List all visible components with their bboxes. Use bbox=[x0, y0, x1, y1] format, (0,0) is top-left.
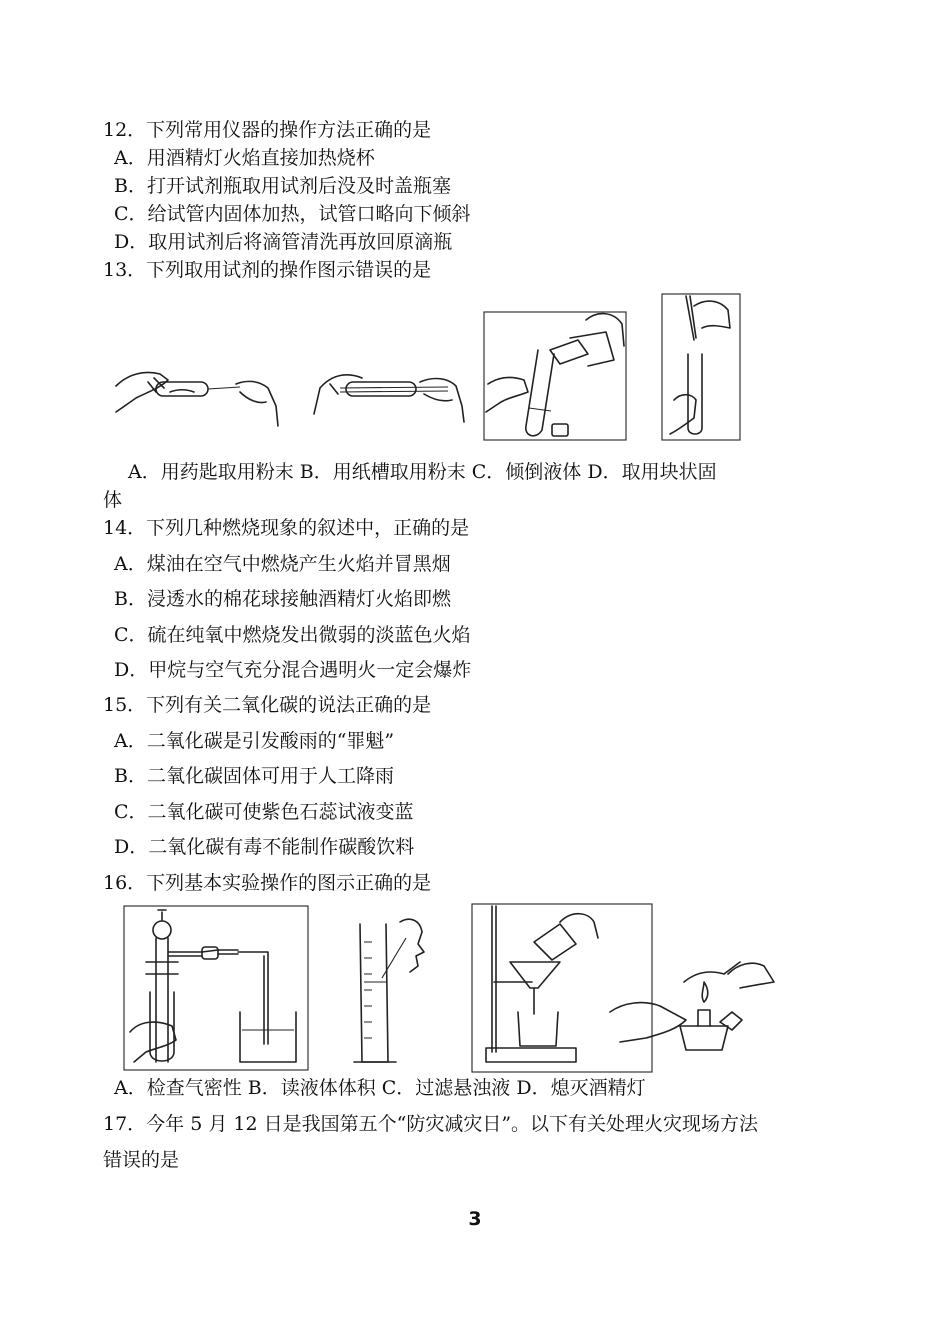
q16-illustration-b bbox=[354, 919, 424, 1062]
q14-option-b: B．浸透水的棉花球接触酒精灯火焰即燃 bbox=[114, 588, 451, 610]
q12-option-a: A．用酒精灯火焰直接加热烧杯 bbox=[114, 147, 375, 169]
q16-figure-caption: A．检查气密性 B．读液体体积 C．过滤悬浊液 D．熄灭酒精灯 bbox=[114, 1077, 646, 1099]
q14-option-c: C．硫在纯氧中燃烧发出微弱的淡蓝色火焰 bbox=[114, 624, 471, 646]
q16-stem: 16．下列基本实验操作的图示正确的是 bbox=[103, 872, 432, 894]
q17-stem: 17．今年 5 月 12 日是我国第五个“防灾减灾日”。以下有关处理火灾现场方法 bbox=[103, 1113, 759, 1135]
q13-figure-caption-continued: 体 bbox=[103, 489, 123, 511]
q14-option-a: A．煤油在空气中燃烧产生火焰并冒黑烟 bbox=[114, 553, 451, 575]
q13-figure-caption: A．用药匙取用粉末 B．用纸槽取用粉末 C．倾倒液体 D．取用块状固 bbox=[128, 461, 717, 483]
q13-figure bbox=[108, 288, 748, 444]
q16-illustration-c bbox=[472, 904, 652, 1072]
q14-option-d: D．甲烷与空气充分混合遇明火一定会爆炸 bbox=[114, 659, 472, 681]
q13-illustration-b bbox=[314, 375, 464, 422]
page-number: 3 bbox=[468, 1208, 482, 1230]
q13-illustration-d bbox=[662, 294, 740, 440]
q16-figure bbox=[120, 902, 780, 1074]
q13-illustration-c bbox=[484, 312, 626, 440]
q15-stem: 15．下列有关二氧化碳的说法正确的是 bbox=[103, 694, 432, 716]
q15-option-b: B．二氧化碳固体可用于人工降雨 bbox=[114, 765, 394, 787]
q12-option-b: B．打开试剂瓶取用试剂后没及时盖瓶塞 bbox=[114, 175, 451, 197]
q13-illustration-a bbox=[116, 373, 278, 427]
q15-option-a: A．二氧化碳是引发酸雨的“罪魁” bbox=[114, 730, 395, 752]
q16-illustration-a bbox=[124, 906, 308, 1070]
q12-option-c: C．给试管内固体加热，试管口略向下倾斜 bbox=[114, 203, 471, 225]
q17-stem-continued: 错误的是 bbox=[103, 1149, 180, 1171]
q14-stem: 14．下列几种燃烧现象的叙述中，正确的是 bbox=[103, 517, 470, 539]
q12-stem: 12．下列常用仪器的操作方法正确的是 bbox=[103, 119, 432, 141]
q13-stem: 13．下列取用试剂的操作图示错误的是 bbox=[103, 259, 432, 281]
q15-option-d: D．二氧化碳有毒不能制作碳酸饮料 bbox=[114, 836, 415, 858]
q12-option-d: D．取用试剂后将滴管清洗再放回原滴瓶 bbox=[114, 231, 453, 253]
q16-illustration-d bbox=[610, 962, 774, 1050]
q15-option-c: C．二氧化碳可使紫色石蕊试液变蓝 bbox=[114, 801, 414, 823]
